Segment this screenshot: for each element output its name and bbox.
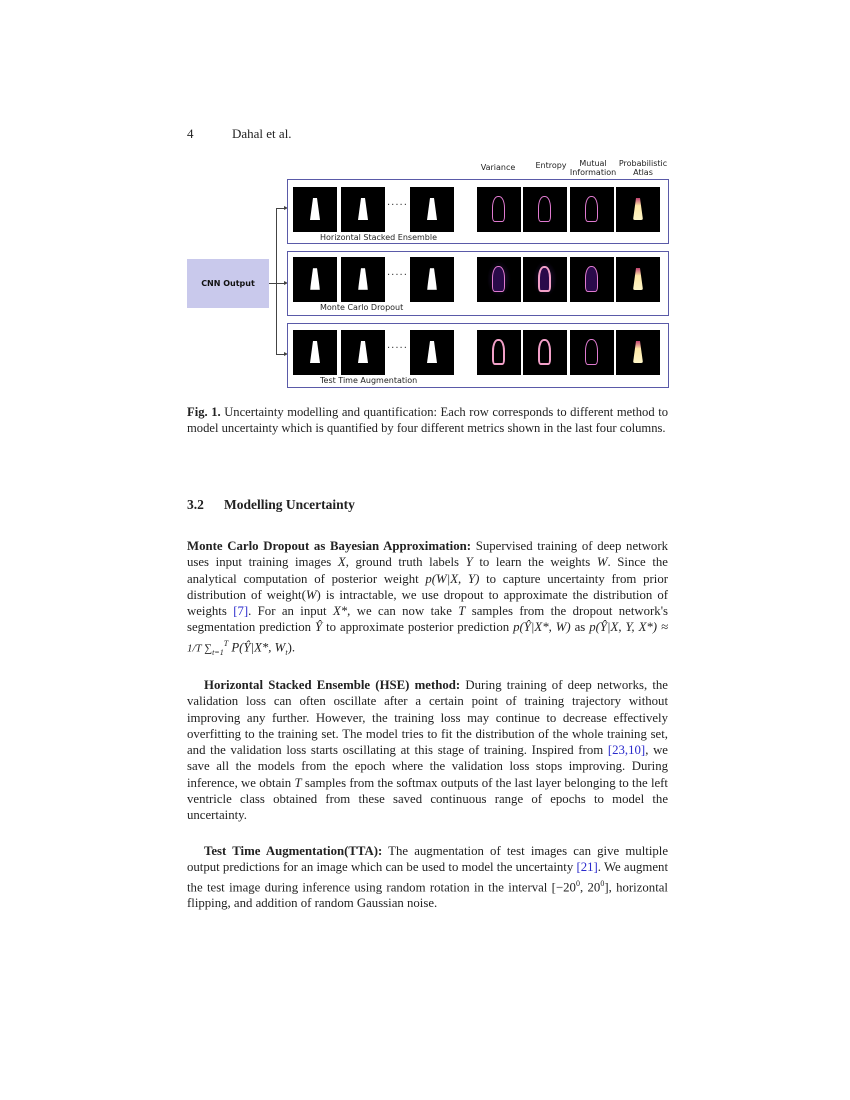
math: X* [332, 604, 348, 619]
probabilistic-atlas-map [616, 257, 660, 302]
row-label-mc-dropout: Monte Carlo Dropout [320, 303, 404, 312]
citation-link[interactable]: [21] [576, 860, 598, 875]
sample-tile [341, 187, 385, 232]
paragraph-lead: Test Time Augmentation(TTA): [204, 844, 383, 858]
uncertainty-ring [492, 339, 505, 365]
cnn-output-box [187, 259, 269, 308]
text: , 20 [579, 879, 601, 894]
segmentation-mask [310, 341, 320, 363]
text: samples from the dropout network's segmentation prediction [187, 604, 668, 635]
ellipsis: ····· [387, 200, 408, 211]
segmentation-mask [358, 198, 368, 220]
text: . Since the analytical computation of posterior weight [187, 555, 668, 586]
math: 1/T ∑ [187, 642, 213, 655]
atlas-shape [633, 198, 643, 220]
text: . We augment the test image during inference using random rotation in the interval [−20 [187, 860, 668, 894]
section-title: Modelling Uncertainty [224, 497, 355, 512]
math: Y [465, 555, 473, 570]
sample-tile [293, 187, 337, 232]
variance-map [477, 187, 521, 232]
sample-tile [293, 330, 337, 375]
column-label-text: Mutual [579, 159, 607, 168]
variance-map [477, 330, 521, 375]
variance-map [477, 257, 521, 302]
text: to capture uncertainty from prior distribution of weight( [187, 571, 668, 602]
math: W [596, 555, 608, 570]
math: p(Ŷ|X*, W) [513, 620, 571, 635]
uncertainty-ring [538, 196, 551, 222]
atlas-shape [633, 341, 643, 363]
entropy-map [523, 330, 567, 375]
sample-tile [410, 257, 454, 302]
uncertainty-ring [585, 339, 598, 365]
entropy-map [523, 187, 567, 232]
column-label-text: Probabilistic [618, 159, 668, 168]
column-label-variance [476, 163, 520, 172]
math: X [337, 555, 346, 570]
math: p(W|X, Y) [425, 571, 480, 586]
caption-label: Fig. 1. [187, 405, 221, 419]
connector-line [269, 283, 276, 284]
text: ) is intractable, we use dropout to approximate the distribution of weights [187, 587, 668, 619]
uncertainty-ring [538, 339, 551, 365]
mutual-information-map [570, 187, 614, 232]
text: The augmentation of test images can give multiple output predictions for an image which can be used to model the uncertainty [187, 844, 669, 875]
paragraph-lead: Monte Carlo Dropout as Bayesian Approximation: [187, 539, 472, 553]
sample-tile [293, 257, 337, 302]
segmentation-mask [310, 268, 320, 290]
math: T [458, 604, 466, 619]
probabilistic-atlas-map [616, 187, 660, 232]
segmentation-mask [427, 268, 437, 290]
segmentation-mask [358, 341, 368, 363]
segmentation-mask [427, 341, 437, 363]
text: , we can now take [347, 604, 459, 619]
page-number: 4 [187, 126, 194, 141]
math: W [305, 587, 317, 602]
segmentation-mask [427, 198, 437, 220]
section-heading [187, 497, 355, 513]
mutual-information-map [570, 257, 614, 302]
text: ). [287, 640, 296, 655]
entropy-map [523, 257, 567, 302]
atlas-shape [633, 268, 643, 290]
math: Ŷ [315, 620, 323, 635]
citation-link[interactable]: [7] [233, 604, 249, 619]
figure-caption [187, 404, 668, 436]
uncertainty-ring [585, 266, 598, 292]
mutual-information-map [570, 330, 614, 375]
column-label-probabilistic-atlas [615, 159, 671, 177]
text: Supervised training of deep network uses input training images [187, 539, 668, 570]
math: P(Ŷ|X*, W [228, 640, 286, 655]
paragraph-tta [187, 843, 668, 911]
superscript: 0 [575, 878, 580, 888]
probabilistic-atlas-map [616, 330, 660, 375]
cnn-output-label: CNN Output [201, 279, 255, 288]
text: , we save all the models from the epoch where the validation loss stops improving. During inference, we obtain [187, 743, 668, 790]
math: p(Ŷ|X, Y, X*) ≈ [589, 620, 669, 635]
sample-tile [341, 330, 385, 375]
math-subscript: t=1 [212, 647, 224, 657]
citation-link[interactable]: [23,10] [607, 743, 646, 758]
ellipsis: ····· [387, 270, 408, 281]
paragraph-lead: Horizontal Stacked Ensemble (HSE) method: [204, 678, 461, 692]
uncertainty-ring [492, 196, 505, 222]
text: to learn the weights [472, 555, 597, 570]
column-label-text: Information [569, 168, 617, 177]
text: During training of deep networks, the validation loss can often oscillate after a certain point of training trajectory without improving any further. However, the training loss may continue to decrease effectively overfitting to the training set. The model tries to fit the distribution of the whole training set, and the validation loss starts oscillating at this stage of training. Inspired from [187, 678, 668, 758]
sample-tile [410, 330, 454, 375]
segmentation-mask [310, 198, 320, 220]
row-label-tta: Test Time Augmentation [320, 376, 418, 385]
caption-text: Uncertainty modelling and quantification: Each row corresponds to different method to model uncertainty which is quantified by four different metrics shown in the last four columns. [187, 405, 668, 435]
text: , ground truth labels [345, 555, 466, 570]
section-number: 3.2 [187, 497, 204, 512]
column-label-text: Entropy [535, 161, 567, 170]
text: ], horizontal flipping, and addition of random Gaussian noise. [187, 879, 668, 911]
math-superscript: T [223, 638, 229, 648]
ellipsis: ····· [387, 343, 408, 354]
text: as [570, 620, 590, 635]
paragraph-mc-dropout [187, 538, 668, 661]
row-label-hse: Horizontal Stacked Ensemble [320, 233, 438, 242]
running-head: Dahal et al. [232, 126, 292, 141]
uncertainty-ring [492, 266, 505, 292]
column-label-text: Atlas [633, 168, 653, 177]
paragraph-hse [187, 677, 668, 824]
superscript: 0 [600, 878, 605, 888]
sample-tile [341, 257, 385, 302]
math-subscript: t [285, 647, 288, 657]
segmentation-mask [358, 268, 368, 290]
column-label-mutual-information [568, 159, 618, 177]
uncertainty-ring [538, 266, 551, 292]
column-label-text: Variance [480, 163, 516, 172]
text: samples from the softmax outputs of the last layer belonging to the left ventricle class obtained from these saved continuous range of epochs to model the uncertainty. [187, 775, 668, 823]
uncertainty-ring [585, 196, 598, 222]
connector-trunk [276, 208, 277, 354]
sample-tile [410, 187, 454, 232]
math: T [294, 775, 302, 790]
text: . For an input [248, 604, 333, 619]
text: to approximate posterior prediction [322, 620, 514, 635]
